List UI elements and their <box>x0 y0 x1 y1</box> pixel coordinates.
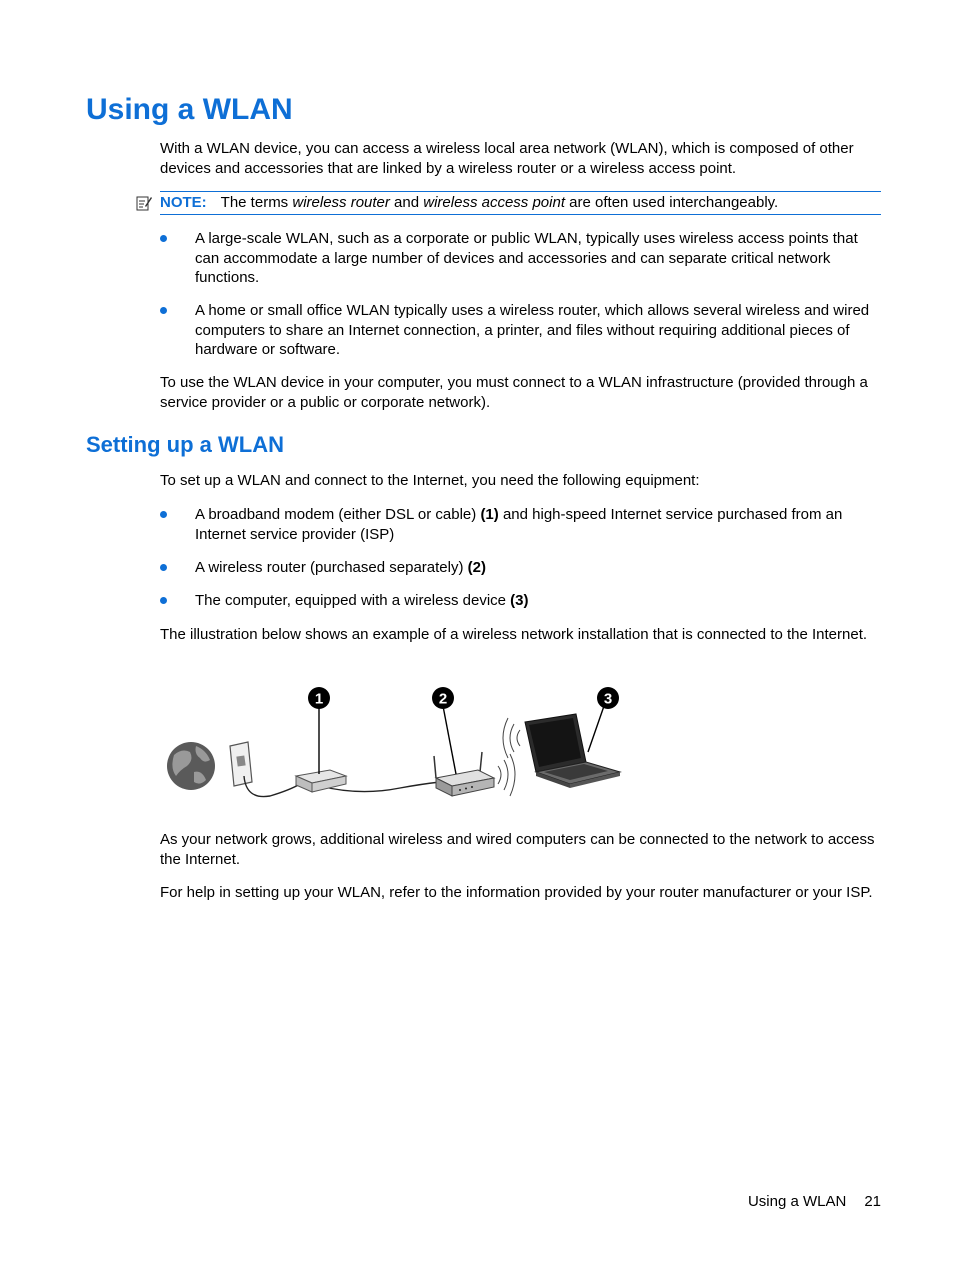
list-item-text: A home or small office WLAN typically uses a wireless router, which allows several wireless and wired computers to share an Internet connection, a printer, and files without requiring additional pieces of hardware or software. <box>195 302 870 358</box>
router-icon <box>434 752 494 796</box>
callout-badge-3 <box>597 687 619 709</box>
note-text-1: The terms <box>220 194 293 211</box>
modem-icon <box>296 770 346 792</box>
note-text-2: and <box>389 194 424 211</box>
callout-label-1: 1 <box>314 690 324 708</box>
callout-badge-2 <box>432 687 454 709</box>
wireless-signal-icon <box>503 718 520 758</box>
globe-icon <box>167 742 215 790</box>
help-paragraph: For help in setting up your WLAN, refer to the information provided by your router manufacturer or your ISP. <box>160 884 873 901</box>
footer-section-title: Using a WLAN <box>747 1193 847 1210</box>
network-illustration <box>160 680 630 810</box>
bullet-dot-icon <box>160 307 167 314</box>
bullet-dot-icon <box>160 235 167 242</box>
bullet-dot-icon <box>160 511 167 518</box>
note-pencil-icon <box>136 194 152 212</box>
use-paragraph: To use the WLAN device in your computer, you must connect to a WLAN infrastructure (provided through a service provider or a public or corporate network). <box>160 374 868 411</box>
note-term-1: wireless router <box>292 194 390 211</box>
list-item-text-after: and high-speed Internet service purchased from an Internet service provider (ISP) <box>195 506 843 543</box>
callout-ref-2: (2) <box>467 559 486 576</box>
setup-paragraph: To set up a WLAN and connect to the Internet, you need the following equipment: <box>160 472 700 489</box>
callout-label-3: 3 <box>603 690 613 708</box>
list-item-text: The computer, equipped with a wireless device <box>195 592 511 609</box>
callout-ref-1: (1) <box>480 506 499 523</box>
page-number: 21 <box>864 1193 881 1210</box>
page-title: Using a WLAN <box>86 93 293 126</box>
page-footer <box>600 1192 881 1212</box>
callout-badge-1 <box>308 687 330 709</box>
note-text-3: are often used interchangeably. <box>565 194 779 211</box>
callout-label-2: 2 <box>438 690 448 708</box>
bullet-dot-icon <box>160 564 167 571</box>
growth-paragraph: As your network grows, additional wireless and wired computers can be connected to the network to access the Internet. <box>160 831 875 868</box>
section-title: Setting up a WLAN <box>86 432 284 457</box>
bullet-dot-icon <box>160 597 167 604</box>
callout-ref-3: (3) <box>510 592 529 609</box>
list-item-text: A large-scale WLAN, such as a corporate or public WLAN, typically uses wireless access points that can accommodate a large number of devices and accessories and can separate critical network functions. <box>195 230 858 286</box>
wireless-signal-icon <box>498 754 515 796</box>
intro-paragraph: With a WLAN device, you can access a wireless local area network (WLAN), which is composed of other devices and accessories that are linked by a wireless router or a wireless access point. <box>160 140 854 177</box>
illustration-paragraph: The illustration below shows an example of a wireless network installation that is connected to the Internet. <box>160 626 868 643</box>
wall-jack-icon <box>230 742 252 786</box>
note-label: NOTE: <box>160 194 207 211</box>
list-item-text: A wireless router (purchased separately) <box>195 559 468 576</box>
note-term-2: wireless access point <box>423 194 565 211</box>
note-box <box>160 191 881 215</box>
laptop-icon <box>525 714 620 788</box>
list-item-text: A broadband modem (either DSL or cable) <box>195 506 481 523</box>
